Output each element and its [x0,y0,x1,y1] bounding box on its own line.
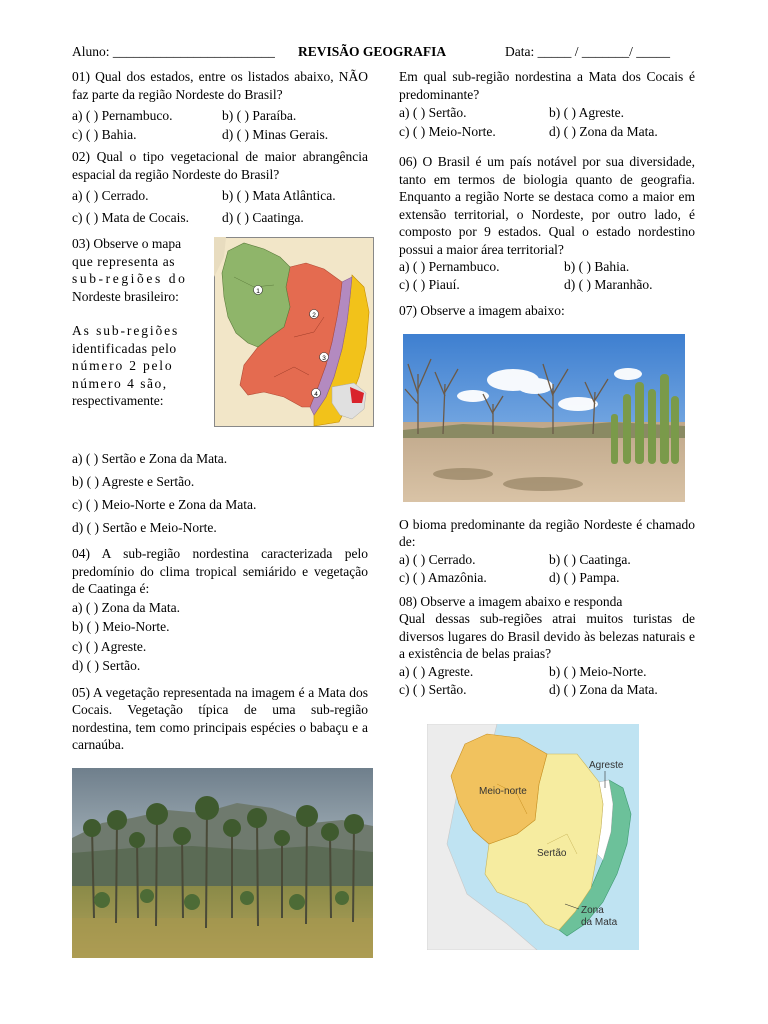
question-8-options [399,663,695,699]
question-2-options [72,185,368,229]
right-column [399,68,695,954]
question-5-continuation: Em qual sub-região nordestina a Mata dos Cocais é predominante? [399,69,695,102]
question-6-options [399,258,695,294]
left-column [72,68,368,958]
map2-label-agreste: Agreste [589,759,624,771]
question-3-options [72,447,368,539]
q8-option-d[interactable]: d) ( ) Zona da Mata. [549,681,658,697]
worksheet-header [72,43,702,63]
caatinga-photo [403,334,685,502]
q6-option-a[interactable]: a) ( ) Pernambuco. [399,259,500,275]
q6-option-d[interactable]: d) ( ) Maranhão. [564,277,653,293]
q2-option-d[interactable]: d) ( ) Caatinga. [222,210,304,226]
q3-line-5: As sub-regiões [72,323,180,338]
q7-option-a[interactable]: a) ( ) Cerrado. [399,551,476,567]
question-4-options [72,598,368,676]
question-1-text: 01) Qual dos estados, entre os listados abaixo, NÃO faz parte da região Nordeste do Brasil? [72,69,368,102]
question-5-options [399,103,695,141]
q3-line-7: número 2 pelo [72,358,174,373]
q5-option-b[interactable]: b) ( ) Agreste. [549,104,624,120]
q4-option-d[interactable]: d) ( ) Sertão. [72,658,141,673]
question-5-text: 05) A vegetação representada na imagem é a Mata dos Cocais. Vegetação típica de uma sub-região nordestina, tem como principais espécies o babaçu e a carnaúba. [72,684,368,752]
question-7-question: O bioma predominante da região Nordeste é chamado de: [399,516,695,549]
map2-label-sertao: Sertão [537,847,567,859]
q3-line-8: número 4 são, [72,375,168,391]
q5-option-c[interactable]: c) ( ) Meio-Norte. [399,123,496,139]
question-8-question: Qual dessas sub-regiões atrai muitos turistas de diversos lugares do Brasil devido às belezas naturais e a existência de belas praias? [399,611,695,661]
q8-option-b[interactable]: b) ( ) Meio-Norte. [549,663,647,679]
map2-label-zona: Zona [581,904,604,916]
question-8-text: 08) Observe a imagem abaixo e responda [399,593,623,609]
student-name-field[interactable]: Aluno: ________________________ [72,44,275,59]
map2-label-da-mata: da Mata [581,916,618,928]
date-field[interactable]: Data: _____ / _______/ _____ [505,44,670,59]
map1-label-1: 1 [256,288,260,295]
q4-option-a[interactable]: a) ( ) Zona da Mata. [72,599,180,615]
northeast-subregions-labeled-map [427,724,639,950]
question-6-text: 06) O Brasil é um país notável por sua diversidade, tanto em termos de biologia quanto de geografia. Enquanto a região Norte se destaca como a maior em extensão territorial, o Nordeste, por outro lado, é composto por 9 estados. Qual o estado nordestino possui a maior área territorial? [399,154,695,257]
question-4-text: 04) A sub-região nordestina caracterizada pelo predomínio do clima tropical semiárido e vegetação de Caatinga é: [72,546,368,596]
question-2-text: 02) Qual o tipo vegetacional de maior abrangência espacial da região Nordeste do Brasil? [72,149,368,182]
q7-option-d[interactable]: d) ( ) Pampa. [549,569,620,585]
q3-option-c[interactable]: c) ( ) Meio-Norte e Zona da Mata. [72,496,257,512]
q4-option-b[interactable]: b) ( ) Meio-Norte. [72,619,170,634]
worksheet-title: REVISÃO GEOGRAFIA [298,44,447,59]
q3-line-4: Nordeste brasileiro: [72,288,179,304]
q3-line-1: 03) Observe o mapa [72,236,182,251]
q2-option-c[interactable]: c) ( ) Mata de Cocais. [72,210,189,226]
q2-option-b[interactable]: b) ( ) Mata Atlântica. [222,188,336,204]
q1-option-b[interactable]: b) ( ) Paraíba. [222,107,297,123]
map1-label-2: 2 [312,312,316,319]
q3-line-3: sub-regiões do [72,271,188,286]
q2-option-a[interactable]: a) ( ) Cerrado. [72,188,149,204]
q5-option-a[interactable]: a) ( ) Sertão. [399,104,467,120]
q3-line-9: respectivamente: [72,393,164,408]
map1-label-4: 4 [314,391,318,398]
q1-option-a[interactable]: a) ( ) Pernambuco. [72,107,173,123]
q3-line-2: que representa as [72,253,176,269]
q3-line-6: identificadas pelo [72,340,177,356]
map2-label-meio-norte: Meio-norte [479,785,527,797]
q6-option-b[interactable]: b) ( ) Bahia. [564,259,630,275]
q1-option-c[interactable]: c) ( ) Bahia. [72,126,137,142]
question-7-text: 07) Observe a imagem abaixo: [399,303,565,318]
q8-option-c[interactable]: c) ( ) Sertão. [399,681,467,697]
q4-option-c[interactable]: c) ( ) Agreste. [72,638,147,654]
q5-option-d[interactable]: d) ( ) Zona da Mata. [549,123,658,139]
q3-option-a[interactable]: a) ( ) Sertão e Zona da Mata. [72,450,228,466]
question-3-block [72,235,368,435]
map1-label-3: 3 [322,355,326,362]
q3-option-b[interactable]: b) ( ) Agreste e Sertão. [72,473,195,489]
question-7-options [399,551,695,587]
mata-dos-cocais-photo [72,768,373,958]
q3-option-d[interactable]: d) ( ) Sertão e Meio-Norte. [72,519,217,535]
question-1-options [72,106,368,144]
q7-option-b[interactable]: b) ( ) Caatinga. [549,551,631,567]
q1-option-d[interactable]: d) ( ) Minas Gerais. [222,126,329,142]
q7-option-c[interactable]: c) ( ) Amazônia. [399,569,487,585]
q6-option-c[interactable]: c) ( ) Piauí. [399,277,460,293]
q8-option-a[interactable]: a) ( ) Agreste. [399,663,474,679]
northeast-subregions-map [214,237,374,427]
